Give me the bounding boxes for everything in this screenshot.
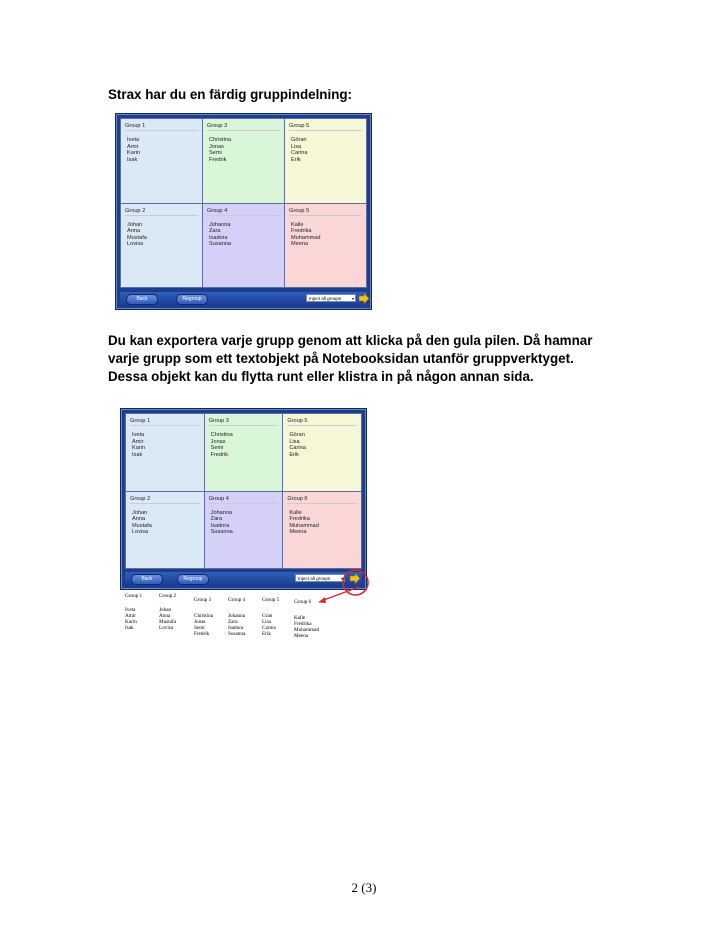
group-tool-screenshot-2	[120, 408, 367, 590]
group-members	[211, 510, 233, 536]
chevron-down-icon: ▾	[340, 576, 343, 581]
member: Lovisa	[127, 241, 144, 248]
exported-group-title: Group 4	[228, 597, 246, 603]
member: Kalle	[291, 221, 304, 228]
group-toolbar	[120, 292, 367, 306]
member: Mustafa	[127, 234, 147, 241]
member: Lovisa	[132, 529, 149, 536]
group-members	[132, 510, 152, 536]
member: Johan	[127, 221, 143, 228]
member: Semi	[210, 445, 224, 452]
regroup-button[interactable]: Regroup	[176, 294, 208, 305]
member: Jonas	[209, 143, 224, 150]
member: Anna	[127, 228, 141, 235]
group-title: Group 5	[287, 417, 357, 426]
member: Karin	[132, 445, 146, 452]
member: Semi	[209, 150, 222, 157]
exported-group[interactable]	[194, 597, 213, 637]
member: Johanna	[209, 221, 231, 228]
page-number: 2 (3)	[351, 880, 377, 895]
exported-group[interactable]	[262, 597, 279, 637]
member: Christina	[194, 613, 214, 619]
exported-group-title: Group 2	[159, 593, 177, 599]
member: Carina	[289, 445, 306, 452]
member: Fredrika	[289, 516, 310, 523]
group-members	[127, 222, 147, 248]
inject-select[interactable]	[306, 294, 356, 302]
yellow-arrow-icon[interactable]	[358, 292, 370, 305]
member: Mustafa	[132, 522, 152, 529]
group-title: Group 4	[207, 207, 280, 216]
group-title: Group 5	[289, 207, 362, 216]
export-paragraph: Du kan exportera varje grupp genom att klicka på den gula pilen. Då hamnar varje grupp som ett textobjekt på Notebooksidan utanför gruppverktyget. Dessa objekt kan du flytta runt eller klistra in på någon annan sida.	[108, 333, 593, 384]
group-title: Group 6	[287, 495, 357, 504]
member: Isadora	[209, 234, 228, 241]
member: Lovisa	[159, 625, 174, 631]
group-title: Group 5	[289, 122, 362, 131]
group-members	[209, 222, 231, 248]
member: Carina	[291, 150, 308, 157]
group-members	[291, 222, 321, 248]
exported-group-title: Group 5	[262, 597, 280, 603]
group-title: Group 3	[207, 122, 280, 131]
member: Susanna	[210, 529, 233, 536]
member: Mustafa	[159, 619, 176, 625]
member: Muhammad	[291, 234, 321, 241]
member: Meena	[289, 529, 307, 536]
member: Johan	[132, 509, 148, 516]
member: Jonas	[194, 619, 206, 625]
member: Karin	[127, 150, 141, 157]
group-title: Group 2	[125, 207, 198, 216]
member: Gran	[262, 613, 273, 619]
member: Zara	[209, 228, 221, 235]
member: Christina	[209, 137, 232, 143]
group-cell	[126, 492, 204, 569]
member: Amir	[125, 613, 136, 619]
group-cell	[285, 204, 366, 288]
member: Fredrika	[294, 621, 312, 627]
member: Iveta	[127, 137, 140, 143]
member: Meena	[294, 633, 309, 639]
group-cell	[205, 414, 283, 491]
group-title: Group 4	[209, 495, 279, 504]
member: Iveta	[132, 432, 145, 438]
group-title: Group 3	[209, 417, 279, 426]
member: Carina	[262, 625, 276, 631]
group-cell	[121, 119, 202, 203]
exported-group[interactable]	[159, 593, 176, 631]
group-members	[127, 137, 140, 163]
exported-group-title: Group 1	[125, 593, 143, 599]
member: Göran	[289, 432, 305, 438]
group-cell	[283, 492, 361, 569]
groups-grid	[120, 118, 367, 288]
member: Isadora	[228, 625, 244, 631]
member: Johanna	[228, 613, 245, 619]
exported-group[interactable]	[125, 593, 142, 631]
exported-groups	[120, 593, 365, 643]
inject-select[interactable]	[295, 574, 345, 582]
member: Isak	[127, 156, 138, 163]
member: Fredrik	[209, 156, 227, 163]
group-members	[211, 432, 233, 458]
member: Anna	[159, 613, 171, 619]
intro-paragraph: Strax har du en färdig gruppindelning:	[108, 87, 353, 102]
group-members	[209, 137, 231, 163]
member: Amir	[127, 143, 139, 150]
group-members	[289, 432, 305, 458]
exported-group[interactable]	[228, 597, 245, 637]
member: Meena	[291, 241, 309, 248]
member: Zara	[228, 619, 238, 625]
groups-grid	[125, 413, 362, 569]
group-cell	[283, 414, 361, 491]
group-members	[291, 137, 307, 163]
member: Amir	[132, 438, 144, 445]
group-cell	[203, 204, 284, 288]
inject-select-label: Inject all groups	[298, 576, 331, 581]
group-cell	[126, 414, 204, 491]
member: Anna	[132, 516, 146, 523]
member: Erik	[262, 631, 271, 637]
member: Karin	[125, 619, 137, 625]
member: Lisa	[262, 619, 271, 625]
group-cell	[205, 492, 283, 569]
member: Erik	[291, 156, 301, 163]
group-cell	[285, 119, 366, 203]
exported-group-title: Group 3	[194, 597, 212, 603]
group-members	[132, 432, 145, 458]
member: Lisa	[289, 438, 300, 445]
member: Lisa	[291, 143, 302, 150]
member: Johan	[159, 607, 172, 613]
member: Johanna	[210, 509, 233, 516]
group-cell	[121, 204, 202, 288]
member: Susanna	[209, 241, 232, 248]
member: Semi	[194, 625, 205, 631]
back-button[interactable]: Back	[126, 294, 158, 305]
member: Iveta	[125, 607, 136, 613]
exported-group-title: Group 6	[294, 599, 312, 605]
member: Fredrik	[210, 451, 229, 458]
member: Fredrik	[194, 631, 210, 637]
group-members	[289, 510, 319, 536]
back-button[interactable]: Back	[131, 574, 163, 585]
member: Isadora	[210, 522, 230, 529]
group-tool-screenshot-1	[115, 113, 372, 310]
member: Göran	[291, 137, 307, 143]
member: Zara	[210, 516, 223, 523]
member: Christina	[210, 432, 233, 438]
group-title: Group 2	[130, 495, 200, 504]
member: Erik	[289, 451, 299, 458]
member: Kalle	[289, 509, 302, 516]
group-title: Group 1	[130, 417, 200, 426]
regroup-button[interactable]: Regroup	[177, 574, 209, 585]
member: Jonas	[210, 438, 226, 445]
member: Fredrika	[291, 228, 312, 235]
inject-select-label: Inject all groups	[309, 296, 342, 301]
exported-group[interactable]	[294, 599, 319, 639]
member: Muhammad	[289, 522, 319, 529]
member: Muhammad	[294, 627, 320, 633]
member: Susanna	[228, 631, 246, 637]
group-cell	[203, 119, 284, 203]
member: Kalle	[294, 615, 306, 621]
chevron-down-icon: ▾	[351, 296, 354, 301]
group-title: Group 1	[125, 122, 198, 131]
member: Isak	[132, 451, 143, 458]
member: Isak	[125, 625, 134, 631]
